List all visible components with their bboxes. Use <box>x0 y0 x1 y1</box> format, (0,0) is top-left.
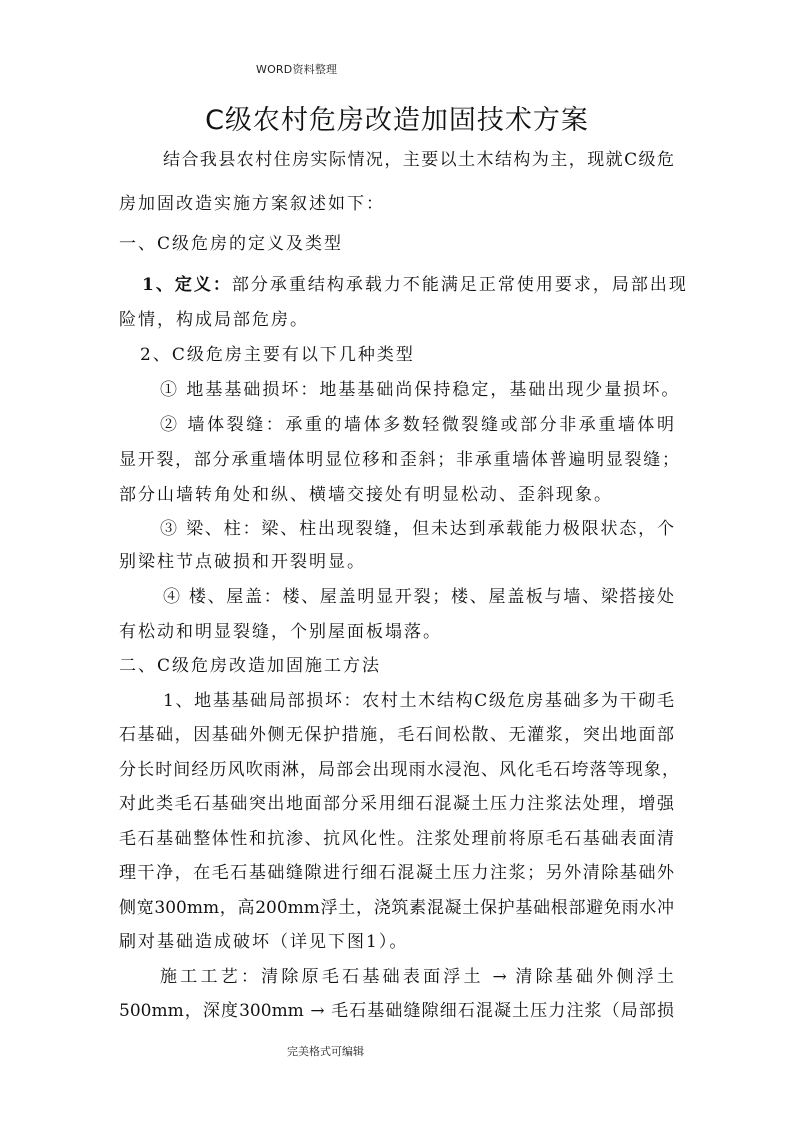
para1-line-2: 石基础，因基础外侧无保护措施，毛石间松散、无灌浆，突出地面部 <box>119 725 674 745</box>
para2-line-2: 500mm，深度300mm → 毛石基础缝隙细石混凝土压力注浆（局部损 <box>119 1001 674 1021</box>
section-2-heading: 二、C级危房改造加固施工方法 <box>119 656 382 676</box>
para1-line-7: 侧宽300mm，高200mm浮土，浇筑素混凝土保护基础根部避免雨水冲 <box>119 898 674 918</box>
para1-line-6: 理干净，在毛石基础缝隙进行细石混凝土压力注浆；另外清除基础外 <box>119 863 674 883</box>
para1-line-4: 对此类毛石基础突出地面部分采用细石混凝土压力注浆法处理，增强 <box>119 794 674 814</box>
types-heading: 2、C级危房主要有以下几种类型 <box>140 345 415 365</box>
type-item-2-line-2: 显开裂，部分承重墙体明显位移和歪斜；非承重墙体普遍明显裂缝； <box>119 450 679 470</box>
type-item-3-line-1: ③ 梁、柱：梁、柱出现裂缝，但未达到承载能力极限状态，个 <box>160 519 674 539</box>
section-1-heading: 一、C级危房的定义及类型 <box>119 234 344 254</box>
type-item-4-line-2: 有松动和明显裂缝，个别屋面板塌落。 <box>119 622 442 642</box>
para1-line-8: 刷对基础造成破坏（详见下图1）。 <box>119 932 409 952</box>
intro-line-1: 结合我县农村住房实际情况，主要以土木结构为主，现就C级危 <box>163 150 674 170</box>
footer-note: 完美格式可编辑 <box>287 1045 364 1058</box>
para1-line-1: 1、地基基础局部损坏：农村土木结构C级危房基础多为干砌毛 <box>163 691 674 711</box>
para1-line-5: 毛石基础整体性和抗渗、抗风化性。注浆处理前将原毛石基础表面清 <box>119 829 674 849</box>
definition-text: 部分承重结构承载力不能满足正常使用要求，局部出现 <box>231 275 688 295</box>
document-title: C级农村危房改造加固技术方案 <box>205 105 589 136</box>
definition-line-2: 险情，构成局部危房。 <box>119 310 309 330</box>
type-item-4-line-1: ④ 楼、屋盖：楼、屋盖明显开裂；楼、屋盖板与墙、梁搭接处 <box>163 587 674 607</box>
para1-line-3: 分长时间经历风吹雨淋，局部会出现雨水浸泡、风化毛石垮落等现象， <box>119 760 679 780</box>
definition-line-1 <box>142 275 688 295</box>
type-item-1-line-1: ① 地基基础损坏：地基基础尚保持稳定，基础出现少量损坏。 <box>160 380 681 400</box>
type-item-2-line-1: ② 墙体裂缝：承重的墙体多数轻微裂缝或部分非承重墙体明 <box>160 415 674 435</box>
type-item-2-line-3: 部分山墙转角处和纵、横墙交接处有明显松动、歪斜现象。 <box>119 485 613 505</box>
header-note: WORD资料整理 <box>256 63 338 76</box>
para2-line-1: 施工工艺：清除原毛石基础表面浮土 → 清除基础外侧浮土 <box>160 967 674 987</box>
intro-line-2: 房加固改造实施方案叙述如下： <box>119 194 385 214</box>
definition-label: 1、定义： <box>142 275 232 295</box>
type-item-3-line-2: 别梁柱节点破损和开裂明显。 <box>119 552 366 572</box>
